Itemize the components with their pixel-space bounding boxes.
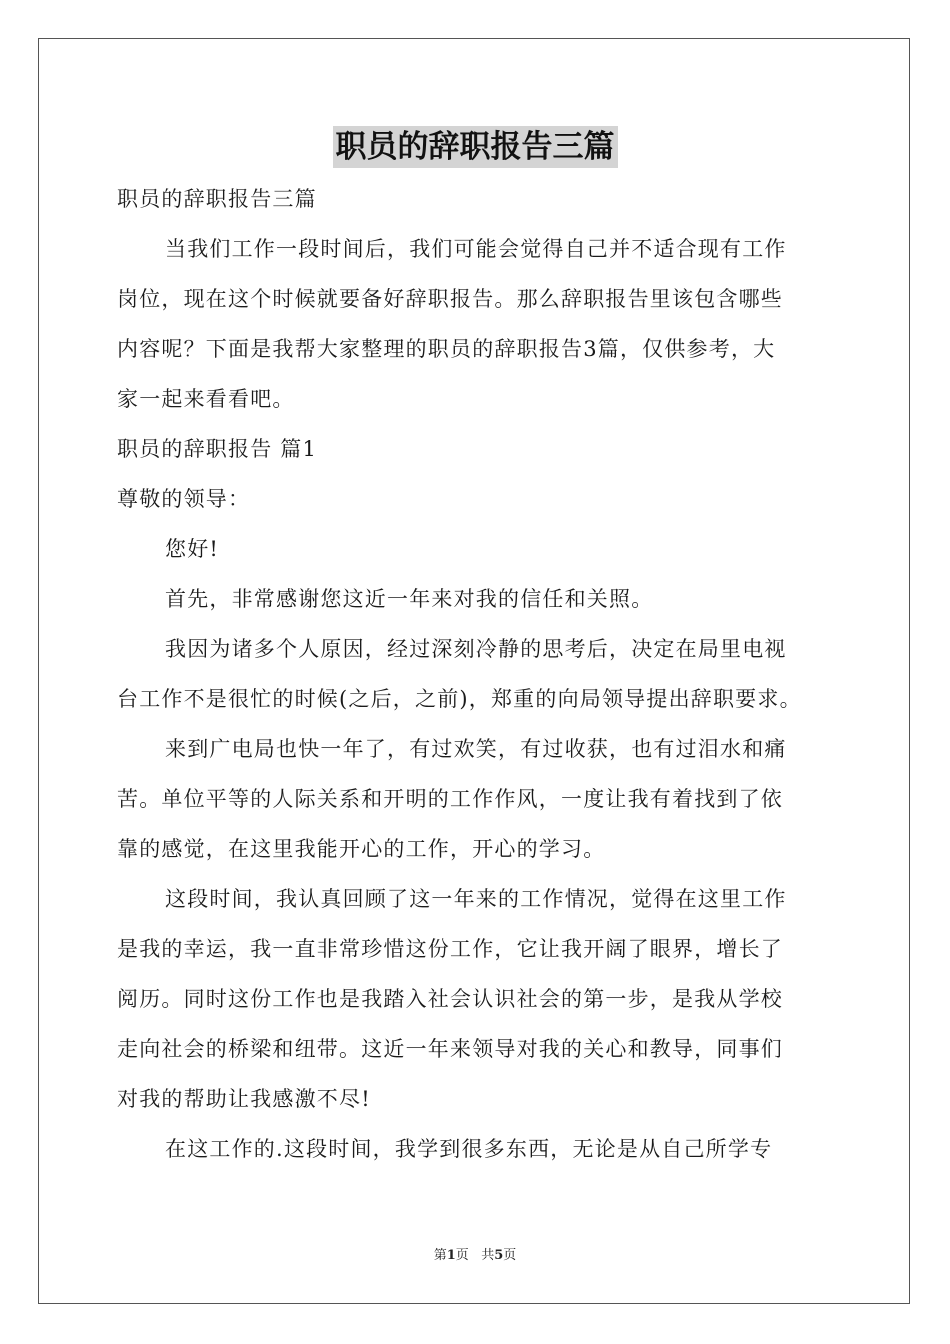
body-line: 我因为诸多个人原因，经过深刻冷静的思考后，决定在局里电视 [165,637,787,661]
total-label-suffix: 页 [503,1248,517,1263]
body-line: 阅历。同时这份工作也是我踏入社会认识社会的第一步，是我从学校 [117,987,783,1011]
page-footer [0,1247,950,1265]
body-line: 苦。单位平等的人际关系和开明的工作作风，一度让我有着找到了依 [117,787,783,811]
body-line: 走向社会的桥梁和纽带。这近一年来领导对我的关心和教导，同事们 [117,1037,783,1061]
section-heading: 职员的辞职报告 篇1 [117,437,318,461]
page-border [38,38,910,1304]
body-line: 在这工作的.这段时间，我学到很多东西，无论是从自己所学专 [165,1137,773,1161]
subtitle-line: 职员的辞职报告三篇 [117,187,317,211]
body-line: 内容呢？下面是我帮大家整理的职员的辞职报告3篇，仅供参考，大 [117,337,776,361]
page-label-prefix: 第 [433,1248,447,1263]
body-line: 对我的帮助让我感激不尽! [117,1087,371,1111]
salutation: 尊敬的领导： [117,487,251,511]
page-number: 1 [446,1248,456,1263]
greeting: 您好! [165,537,220,561]
body-line: 是我的幸运，我一直非常珍惜这份工作，它让我开阔了眼界，增长了 [117,937,783,961]
total-pages: 5 [494,1248,504,1263]
body-line: 当我们工作一段时间后，我们可能会觉得自己并不适合现有工作 [165,237,787,261]
body-line: 靠的感觉，在这里我能开心的工作，开心的学习。 [117,837,606,861]
body-line: 台工作不是很忙的时候(之后，之前)，郑重的向局领导提出辞职要求。 [117,687,802,711]
body-line: 这段时间，我认真回顾了这一年来的工作情况，觉得在这里工作 [165,887,787,911]
body-line: 来到广电局也快一年了，有过欢笑，有过收获，也有过泪水和痛 [165,737,787,761]
body-line: 家一起来看看吧。 [117,387,295,411]
document-title: 职员的辞职报告三篇 [333,126,618,168]
title-container [0,126,950,168]
body-line: 首先，非常感谢您这近一年来对我的信任和关照。 [165,587,654,611]
body-line: 岗位，现在这个时候就要备好辞职报告。那么辞职报告里该包含哪些 [117,287,783,311]
page-label-suffix: 页 [455,1248,469,1263]
total-label-prefix: 共 [481,1248,495,1263]
